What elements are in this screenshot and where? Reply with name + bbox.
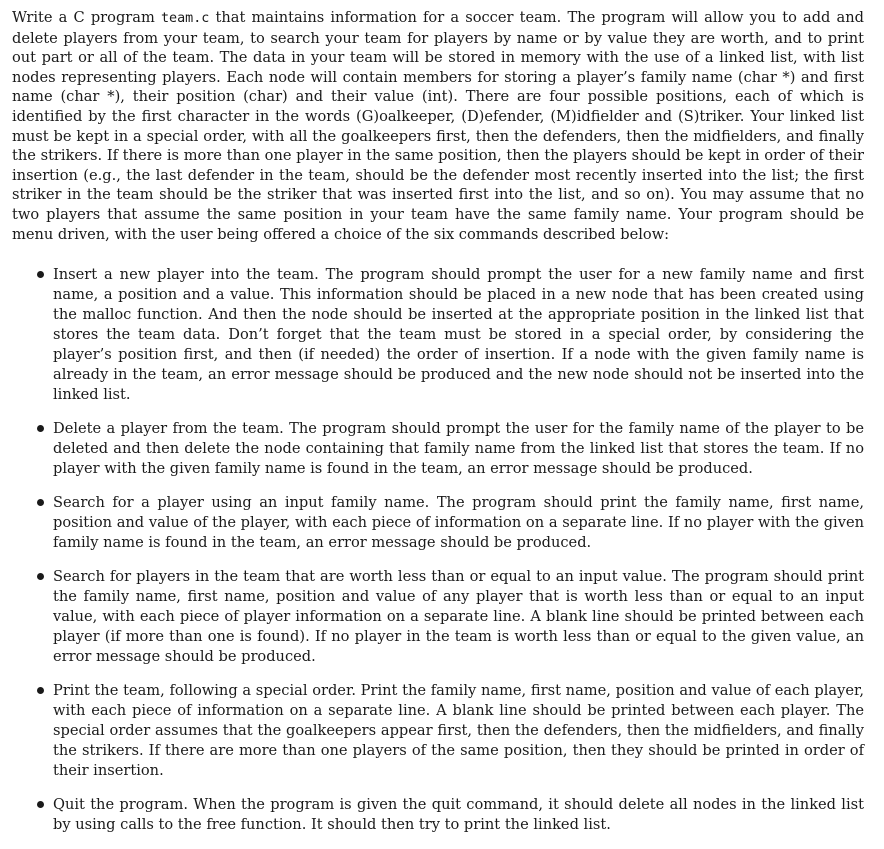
bullet-icon (37, 801, 44, 808)
command-item-quit (12, 795, 864, 835)
command-text: Search for a player using an input family name. The program should print the family name, first name, position and value of the player, with each piece of information on a separate line. If no player with the given family name is found in the team, an error message should be produced. (53, 494, 864, 551)
intro-paragraph (12, 8, 864, 244)
bullet-icon (37, 573, 44, 580)
bullet-icon (37, 271, 44, 278)
command-text: Insert a new player into the team. The program should prompt the user for a new family name and first name, a position and a value. This information should be placed in a new node that has been created using the malloc function. And then the node should be inserted at the appropriate position in the linked list that stores the team data. Don’t forget that the team must be stored in a special order, by considering the player’s position first, and then (if needed) the order of insertion. If a node with the given family name is already in the team, an error message should be produced and the new node should not be inserted into the linked list. (53, 266, 864, 403)
command-text: Quit the program. When the program is given the quit command, it should delete all nodes in the linked list by using calls to the free function. It should then try to print the linked list. (53, 796, 864, 833)
bullet-icon (37, 687, 44, 694)
command-text: Search for players in the team that are worth less than or equal to an input value. The program should print the family name, first name, position and value of any player that is worth less than or equal to an input value, with each piece of player information on a separate line. A blank line should be printed between each player (if more than one is found). If no player in the team is worth less than or equal to the given value, an error message should be produced. (53, 568, 864, 665)
command-item-insert (12, 265, 864, 405)
command-item-search-name (12, 493, 864, 553)
command-list (12, 265, 864, 849)
intro-text-part2: that maintains information for a soccer team. The program will allow you to add and delete players from your team, to search your team for players by name or by value they are worth, and to print out part or all of the team. The data in your team will be stored in memory with the use of a linked list, with list nodes representing players. Each node will contain members for storing a player’s family name (char *) and first name (char *), their position (char) and their value (int). There are four possible positions, each of which is identified by the first character in the words (G)oalkeeper, (D)efender, (M)idfielder and (S)triker. Your linked list must be kept in a special order, with all the goalkeepers first, then the defenders, then the midfielders, and finally the strikers. If there is more than one player in the same position, then the players should be kept in order of their insertion (e.g., the last defender in the team, should be the defender most recently inserted into the list; the first striker in the team should be the striker that was inserted first into the list, and so on). You may assume that no two players that assume the same position in your team have the same family name. Your program should be menu driven, with the user being offered a choice of the six commands described below: (12, 9, 865, 243)
command-text: Print the team, following a special order. Print the family name, first name, position and value of each player, with each piece of information on a separate line. A blank line should be printed between each player. The special order assumes that the goalkeepers appear first, then the defenders, then the midfielders, and finally the strikers. If there are more than one players of the same position, then they should be printed in order of their insertion. (53, 682, 864, 779)
bullet-icon (37, 499, 44, 506)
command-text: Delete a player from the team. The program should prompt the user for the family name of the player to be deleted and then delete the node containing that family name from the linked list that stores the team. If no player with the given family name is found in the team, an error message should be produced. (53, 420, 864, 477)
intro-text-part1: Write a C program (12, 9, 161, 26)
command-item-search-value (12, 567, 864, 667)
assignment-page (12, 8, 865, 833)
command-item-print (12, 681, 864, 781)
bullet-icon (37, 425, 44, 432)
command-item-delete (12, 419, 864, 479)
program-filename: team.c (160, 11, 210, 26)
